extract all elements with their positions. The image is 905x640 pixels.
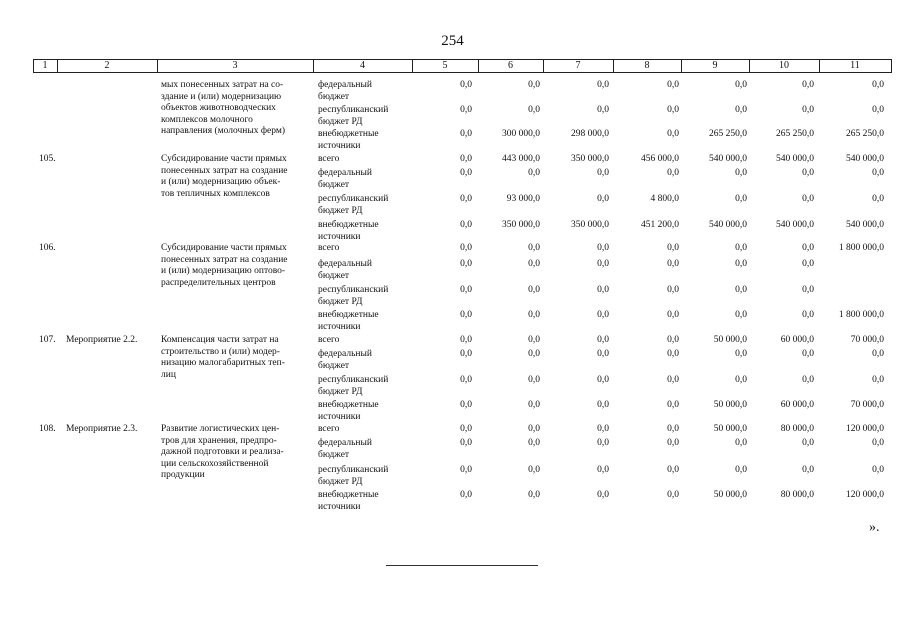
value-cell: 0,0	[460, 80, 472, 90]
value-cell: 0,0	[735, 349, 747, 359]
value-cell: 298 000,0	[571, 129, 609, 139]
value-cell: 0,0	[528, 105, 540, 115]
value-cell: 50 000,0	[713, 424, 747, 434]
funding-source: федеральный бюджет	[318, 349, 372, 371]
value-cell: 0,0	[802, 105, 814, 115]
value-cell: 50 000,0	[713, 400, 747, 410]
value-cell: 0,0	[528, 243, 540, 253]
value-cell: 0,0	[597, 243, 609, 253]
funding-source: всего	[318, 424, 340, 434]
value-cell: 265 250,0	[709, 129, 747, 139]
value-cell: 0,0	[667, 335, 679, 345]
value-cell: 0,0	[667, 80, 679, 90]
row-description: Субсидирование части прямых понесенных затрат на создание и (или) модернизацию оптово- распределительных центров	[161, 243, 288, 288]
value-cell: 0,0	[460, 105, 472, 115]
value-cell: 451 200,0	[641, 220, 679, 230]
value-cell: 0,0	[667, 490, 679, 500]
funding-source: федеральный бюджет	[318, 259, 372, 281]
page-number: 254	[441, 33, 464, 49]
value-cell: 0,0	[735, 80, 747, 90]
value-cell: 0,0	[597, 259, 609, 269]
value-cell: 0,0	[597, 194, 609, 204]
value-cell: 0,0	[528, 375, 540, 385]
value-cell: 0,0	[667, 285, 679, 295]
value-cell: 0,0	[460, 194, 472, 204]
value-cell: 0,0	[735, 194, 747, 204]
value-cell: 0,0	[528, 285, 540, 295]
row-number: 106.	[39, 243, 56, 253]
value-cell: 0,0	[667, 465, 679, 475]
value-cell: 0,0	[667, 349, 679, 359]
value-cell: 0,0	[735, 259, 747, 269]
value-cell: 0,0	[460, 375, 472, 385]
funding-source: всего	[318, 335, 340, 345]
column-header-3: 3	[232, 60, 238, 71]
value-cell: 540 000,0	[846, 220, 884, 230]
value-cell: 0,0	[667, 259, 679, 269]
value-cell: 0,0	[460, 424, 472, 434]
column-header-9: 9	[712, 60, 718, 71]
value-cell: 0,0	[802, 80, 814, 90]
value-cell: 0,0	[528, 335, 540, 345]
value-cell: 120 000,0	[846, 490, 884, 500]
value-cell: 0,0	[597, 80, 609, 90]
value-cell: 0,0	[528, 400, 540, 410]
row-number: 107.	[39, 335, 56, 345]
funding-source: всего	[318, 243, 340, 253]
value-cell: 60 000,0	[780, 335, 814, 345]
value-cell: 0,0	[872, 465, 884, 475]
value-cell: 0,0	[597, 349, 609, 359]
value-cell: 0,0	[802, 438, 814, 448]
value-cell: 0,0	[667, 168, 679, 178]
value-cell: 0,0	[872, 194, 884, 204]
value-cell: 0,0	[802, 285, 814, 295]
funding-source: федеральный бюджет	[318, 168, 372, 190]
value-cell: 0,0	[802, 194, 814, 204]
value-cell: 0,0	[667, 129, 679, 139]
header-divider	[891, 59, 892, 73]
value-cell: 0,0	[528, 438, 540, 448]
value-cell: 0,0	[597, 310, 609, 320]
value-cell: 1 800 000,0	[838, 310, 884, 320]
value-cell: 0,0	[667, 400, 679, 410]
value-cell: 0,0	[460, 168, 472, 178]
value-cell: 120 000,0	[846, 424, 884, 434]
funding-source: внебюджетные источники	[318, 400, 379, 422]
value-cell: 0,0	[597, 424, 609, 434]
value-cell: 540 000,0	[776, 220, 814, 230]
value-cell: 0,0	[528, 310, 540, 320]
separator-line	[386, 565, 538, 566]
value-cell: 0,0	[528, 168, 540, 178]
value-cell: 0,0	[735, 105, 747, 115]
column-header-4: 4	[360, 60, 365, 71]
value-cell: 0,0	[735, 310, 747, 320]
value-cell: 0,0	[460, 310, 472, 320]
value-cell: 60 000,0	[780, 400, 814, 410]
value-cell: 0,0	[667, 105, 679, 115]
value-cell: 50 000,0	[713, 490, 747, 500]
value-cell: 0,0	[460, 465, 472, 475]
row-description: Компенсация части затрат на строительство и (или) модер- низацию малогабаритных теп- лиц	[161, 335, 285, 380]
value-cell: 0,0	[802, 375, 814, 385]
value-cell: 0,0	[802, 243, 814, 253]
value-cell: 0,0	[460, 438, 472, 448]
funding-source: республиканский бюджет РД	[318, 105, 389, 127]
column-header-1: 1	[42, 60, 48, 71]
value-cell: 265 250,0	[776, 129, 814, 139]
funding-source: республиканский бюджет РД	[318, 375, 389, 397]
funding-source: всего	[318, 154, 340, 164]
value-cell: 0,0	[460, 490, 472, 500]
value-cell: 0,0	[872, 438, 884, 448]
funding-source: внебюджетные источники	[318, 129, 379, 151]
value-cell: 0,0	[802, 259, 814, 269]
value-cell: 0,0	[597, 168, 609, 178]
value-cell: 93 000,0	[506, 194, 540, 204]
value-cell: 0,0	[735, 285, 747, 295]
funding-source: республиканский бюджет РД	[318, 194, 389, 216]
value-cell: 0,0	[460, 154, 472, 164]
event-name: Мероприятие 2.2.	[66, 335, 138, 345]
value-cell: 0,0	[528, 490, 540, 500]
value-cell: 0,0	[460, 129, 472, 139]
value-cell: 0,0	[597, 105, 609, 115]
value-cell: 0,0	[802, 168, 814, 178]
column-header-11: 11	[850, 60, 860, 71]
column-header-8: 8	[644, 60, 650, 71]
value-cell: 0,0	[802, 349, 814, 359]
value-cell: 350 000,0	[502, 220, 540, 230]
value-cell: 540 000,0	[709, 154, 747, 164]
closing-quote: ».	[869, 520, 880, 535]
value-cell: 0,0	[460, 243, 472, 253]
column-header-2: 2	[104, 60, 110, 71]
value-cell: 0,0	[667, 243, 679, 253]
value-cell: 50 000,0	[713, 335, 747, 345]
value-cell: 0,0	[872, 168, 884, 178]
value-cell: 265 250,0	[846, 129, 884, 139]
value-cell: 0,0	[460, 349, 472, 359]
value-cell: 0,0	[528, 465, 540, 475]
value-cell: 0,0	[597, 285, 609, 295]
value-cell: 0,0	[872, 349, 884, 359]
value-cell: 540 000,0	[846, 154, 884, 164]
value-cell: 540 000,0	[709, 220, 747, 230]
funding-source: федеральный бюджет	[318, 80, 372, 102]
funding-source: внебюджетные источники	[318, 490, 379, 512]
value-cell: 80 000,0	[780, 490, 814, 500]
value-cell: 0,0	[528, 349, 540, 359]
value-cell: 70 000,0	[850, 335, 884, 345]
value-cell: 0,0	[802, 310, 814, 320]
column-header-10: 10	[779, 60, 789, 71]
value-cell: 0,0	[735, 375, 747, 385]
value-cell: 0,0	[872, 80, 884, 90]
value-cell: 0,0	[528, 424, 540, 434]
value-cell: 0,0	[872, 375, 884, 385]
value-cell: 0,0	[735, 465, 747, 475]
value-cell: 350 000,0	[571, 154, 609, 164]
value-cell: 0,0	[735, 438, 747, 448]
value-cell: 0,0	[528, 259, 540, 269]
table-header-bottom-border	[33, 72, 891, 73]
value-cell: 0,0	[597, 400, 609, 410]
column-header-7: 7	[575, 60, 581, 71]
value-cell: 300 000,0	[502, 129, 540, 139]
value-cell: 0,0	[460, 400, 472, 410]
row-number: 105.	[39, 154, 56, 164]
value-cell: 456 000,0	[641, 154, 679, 164]
value-cell: 0,0	[667, 438, 679, 448]
row-description: мых понесенных затрат на со- здание и (или) модернизацию объектов животноводческих комплексов молочного направления (молочных ферм)	[161, 80, 286, 136]
value-cell: 0,0	[667, 424, 679, 434]
event-name: Мероприятие 2.3.	[66, 424, 138, 434]
value-cell: 1 800 000,0	[838, 243, 884, 253]
row-description: Развитие логистических цен- тров для хранения, предпро- дажной подготовки и реализа- ции сельскохозяйственной продукции	[161, 424, 284, 480]
value-cell: 0,0	[667, 375, 679, 385]
value-cell: 0,0	[597, 375, 609, 385]
row-description: Субсидирование части прямых понесенных затрат на создание и (или) модернизацию объек- тов тепличных комплексов	[161, 154, 288, 199]
funding-source: внебюджетные источники	[318, 220, 379, 242]
value-cell: 0,0	[460, 259, 472, 269]
value-cell: 0,0	[667, 310, 679, 320]
value-cell: 70 000,0	[850, 400, 884, 410]
value-cell: 0,0	[597, 335, 609, 345]
value-cell: 0,0	[735, 168, 747, 178]
row-number: 108.	[39, 424, 56, 434]
value-cell: 0,0	[460, 335, 472, 345]
value-cell: 0,0	[528, 80, 540, 90]
value-cell: 0,0	[802, 465, 814, 475]
funding-source: республиканский бюджет РД	[318, 465, 389, 487]
value-cell: 0,0	[460, 285, 472, 295]
value-cell: 4 800,0	[650, 194, 679, 204]
funding-source: внебюджетные источники	[318, 310, 379, 332]
value-cell: 0,0	[597, 490, 609, 500]
column-header-5: 5	[442, 60, 448, 71]
value-cell: 0,0	[597, 438, 609, 448]
value-cell: 80 000,0	[780, 424, 814, 434]
value-cell: 0,0	[460, 220, 472, 230]
value-cell: 0,0	[597, 465, 609, 475]
value-cell: 350 000,0	[571, 220, 609, 230]
funding-source: федеральный бюджет	[318, 438, 372, 460]
value-cell: 0,0	[735, 243, 747, 253]
value-cell: 0,0	[872, 105, 884, 115]
funding-source: республиканский бюджет РД	[318, 285, 389, 307]
value-cell: 443 000,0	[502, 154, 540, 164]
value-cell: 540 000,0	[776, 154, 814, 164]
column-header-6: 6	[508, 60, 513, 71]
